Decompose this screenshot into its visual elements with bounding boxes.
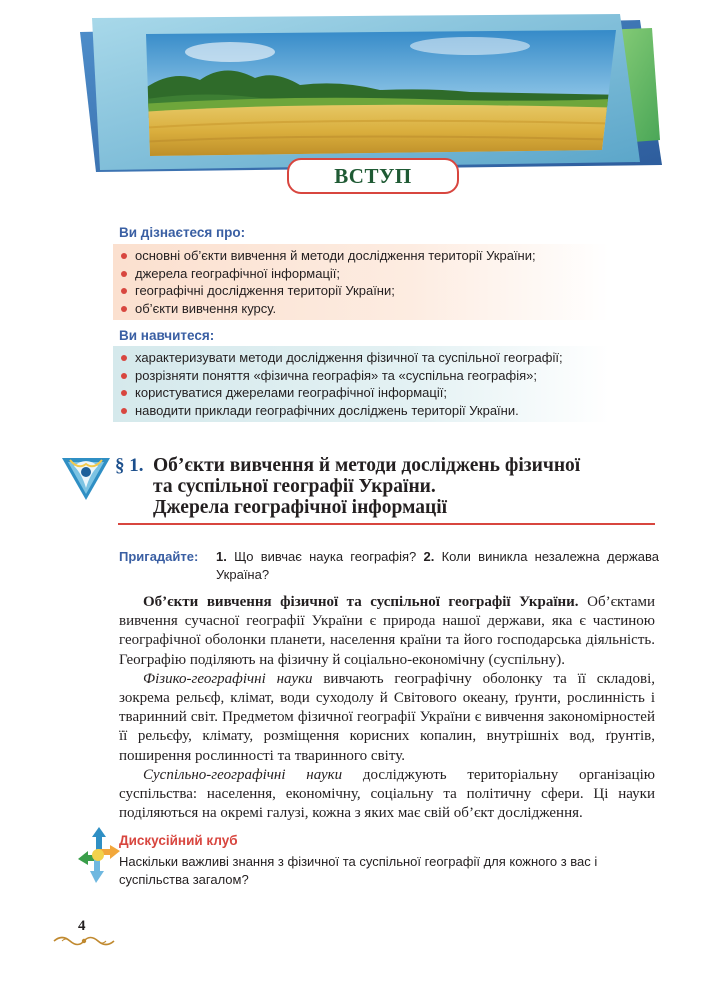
skills-heading: Ви навчитеся: [119, 328, 215, 343]
chapter-title: ВСТУП [334, 163, 412, 188]
section-number: § 1. [115, 455, 144, 476]
paragraph: Суспільно-географічні науки досліджують територіальну організацію суспільства: населення, економічну, соціальну та політичну сфери. Ці науки поділяються на окремі галузі, кожна з яких має свій об’єкт дослідження. [119, 766, 655, 822]
section-title: Об’єкти вивчення й методи досліджень фізичної та суспільної географії України. Джерела географічної інформації [153, 455, 581, 518]
header-banner [0, 0, 720, 200]
discussion-heading: Дискусійний клуб [119, 833, 238, 848]
skills-box [113, 346, 609, 422]
list-item: географічні дослідження території України; [119, 282, 609, 300]
body-text [119, 593, 655, 823]
bullet-icon [121, 355, 127, 361]
discussion-text: Наскільки важливі знання з фізичної та суспільної географії для кожного з вас і суспільства загалом? [119, 854, 598, 887]
recall-label: Пригадайте: [119, 549, 199, 564]
bullet-icon [121, 253, 127, 259]
bullet-icon [121, 288, 127, 294]
list-item: користуватися джерелами географічної інформації; [119, 384, 609, 402]
recall-questions: 1. Що вивчає наука географія? 2. Коли виникла незалежна держава Україна? [216, 549, 659, 582]
bullet-icon [121, 390, 127, 396]
paragraph: Об’єкти вивчення фізичної та суспільної географії України. Об’єктами вивчення сучасної географії України є природа нашої держави, яка є частиною географічної оболонки планети, населення країни та його господарська діяльність. Географію поділяють на фізичну й соціально-економічну (суспільну). [119, 594, 656, 668]
list-item: джерела географічної інформації; [119, 265, 609, 283]
bullet-icon [121, 373, 127, 379]
list-item: наводити приклади географічних досліджень території України. [119, 402, 609, 420]
section-ornament-icon [60, 452, 112, 504]
list-item: основні об’єкти вивчення й методи дослідження території України; [119, 247, 609, 265]
list-item: об’єкти вивчення курсу. [119, 300, 609, 318]
chapter-title-box [287, 158, 459, 194]
bullet-icon [121, 306, 127, 312]
paragraph: Фізико-географічні науки вивчають географічну оболонку та її складові, зокрема рельєф, клімат, води суходолу й Світового океану, ґрунти, рослинність і тваринний світ. Предметом фізичної географії України є вивчення закономірностей її рельєфу, клімату, розміщення корисних копалин, внутрішніх вод, ґрунтів, поширення рослинності та тваринного світу. [119, 670, 656, 764]
discussion-arrows-icon [76, 825, 122, 885]
bullet-icon [121, 408, 127, 414]
learn-heading: Ви дізнаєтеся про: [119, 225, 246, 240]
section-divider [118, 523, 655, 525]
page-number: 4 [78, 918, 86, 934]
skills-list [119, 349, 609, 419]
bullet-icon [121, 271, 127, 277]
learn-box [113, 244, 609, 320]
list-item: характеризувати методи дослідження фізичної та суспільної географії; [119, 349, 609, 367]
list-item: розрізняти поняття «фізична географія» та «суспільна географія»; [119, 367, 609, 385]
page-ornament-icon [52, 934, 116, 948]
recall-block [119, 548, 659, 584]
learn-list [119, 247, 609, 317]
